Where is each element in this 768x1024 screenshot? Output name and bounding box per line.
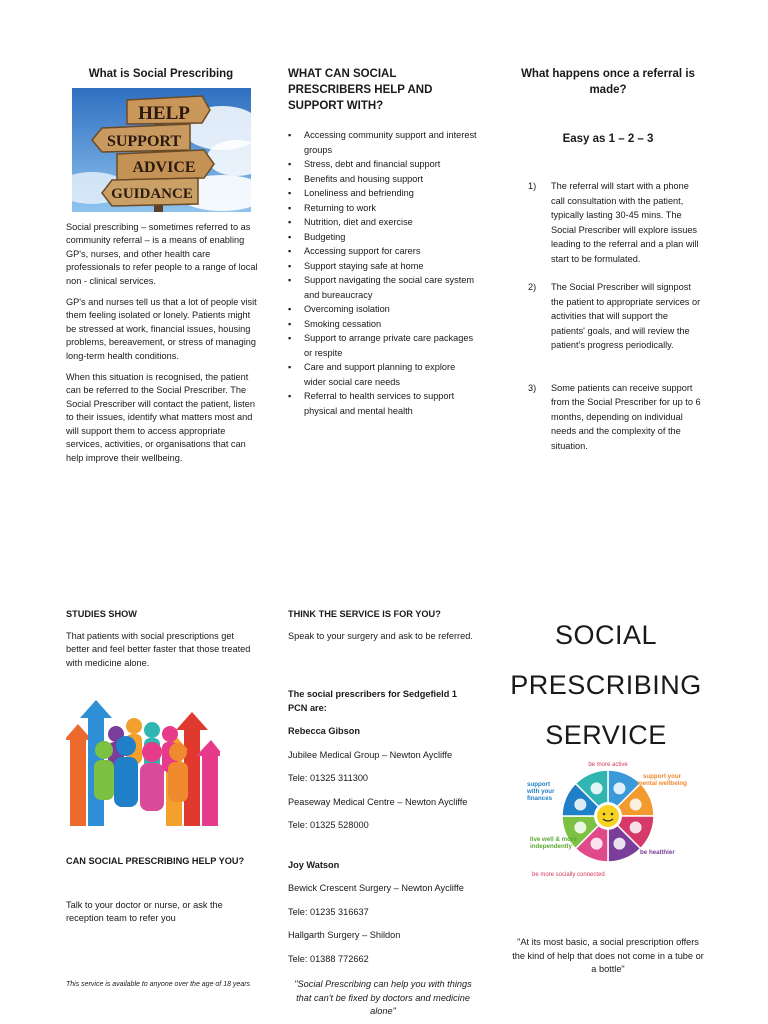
title-line: SOCIAL (554, 620, 658, 650)
surgery-name: Bewick Crescent Surgery – Newton Aycliffe (288, 883, 464, 893)
wheel-label-top: be more active (588, 762, 628, 768)
step-number: 3) (528, 382, 537, 393)
think-intro: Speak to your surgery and ask to be referred. (288, 631, 473, 641)
support-list (288, 128, 478, 418)
step-number: 2) (528, 282, 537, 292)
list-item: ▪ Care and support planning to explore wider social care needs (288, 360, 478, 389)
referral-steps (528, 179, 704, 453)
list-item: ▪ Overcoming isolation (288, 302, 478, 317)
phone-number: Tele: 01235 316637 (288, 906, 369, 917)
easy-as-123: Easy as 1 – 2 – 3 (562, 133, 654, 145)
wheel-label-healthier: be healthier (640, 849, 675, 856)
step-text: The referral will start with a phone call consultation with the patient, typically lasting 30-45 mins. The Social Prescriber will explore issues leading to the referral and a plan will start to be formulated. (551, 181, 699, 264)
step-item (528, 381, 704, 454)
wheel-label-mental: support your mental wellbeing (637, 773, 687, 787)
title-line: SERVICE (545, 720, 667, 750)
list-item: ▪ Accessing community support and interest groups (288, 128, 478, 157)
can-help-heading: CAN SOCIAL PRESCRIBING HELP YOU? (66, 856, 245, 866)
wheel-label-finances: support with your finances (527, 781, 555, 802)
prescriber-name: Rebecca Gibson (288, 726, 360, 736)
list-item: ▪ Smoking cessation (288, 317, 478, 332)
studies-text: That patients with social prescriptions get better and feel better faster that those treated with medicine alone. (66, 631, 251, 668)
list-item: ▪ Returning to work (288, 201, 478, 216)
sign-advice: ADVICE (132, 159, 196, 176)
people-arrows-image (66, 700, 220, 826)
wheel-slice-icon (630, 799, 642, 811)
list-item: ▪ Support navigating the social care system and bureaucracy (288, 273, 478, 302)
list-item: ▪ Stress, debt and financial support (288, 157, 478, 172)
prescribers-heading: The social prescribers for Sedgefield 1 PCN are: (288, 689, 458, 713)
what-is-body (66, 221, 259, 473)
surgery-name: Peaseway Medical Centre – Newton Aycliffe (288, 796, 468, 807)
wheel-slice-icon (613, 838, 625, 850)
prescriber-name: Joy Watson (288, 859, 340, 870)
wheel-slice-icon (574, 821, 586, 833)
prescribers-contacts (288, 688, 478, 976)
list-item: ▪ Nutrition, diet and exercise (288, 215, 478, 230)
list-item: ▪ Loneliness and befriending (288, 186, 478, 201)
studies-heading: STUDIES SHOW (66, 609, 137, 619)
title-line: PRESCRIBING (510, 670, 702, 700)
list-item: ▪ Referral to health services to support physical and mental health (288, 389, 478, 418)
surgery-name: Jubilee Medical Group – Newton Aycliffe (288, 749, 453, 760)
step-number: 1) (528, 181, 537, 191)
step-item (528, 280, 704, 353)
step-text: The Social Prescriber will signpost the patient to appropriate services or activities that will support the patients' goals, and will review the patient's progress periodically. (551, 282, 701, 350)
list-item: ▪ Support staying safe at home (288, 259, 478, 274)
service-title (508, 610, 704, 760)
age-footnote: This service is available to anyone over the age of 18 years (66, 981, 251, 988)
help-support-heading: WHAT CAN SOCIAL PRESCRIBERS HELP AND SUPPORT WITH? (288, 68, 433, 112)
fix-quote: "Social Prescribing can help you with things that can't be fixed by doctors and medicine alone" (294, 979, 472, 1016)
signpost-image (72, 88, 251, 212)
phone-number: Tele: 01325 528000 (288, 820, 369, 830)
sign-help: HELP (138, 103, 190, 124)
wheel-label-bottom: be more socially connected (532, 872, 605, 878)
tube-bottle-quote: "At its most basic, a social prescription offers the kind of help that does not come in a tube or a bottle" (512, 937, 704, 974)
step-item (528, 179, 704, 266)
list-item: ▪ Budgeting (288, 230, 478, 245)
can-help-text: Talk to your doctor or nurse, or ask the reception team to refer you (66, 900, 223, 924)
phone-number: Tele: 01325 311300 (288, 773, 369, 783)
people-group (94, 718, 188, 811)
sign-support: SUPPORT (106, 133, 182, 150)
sign-guidance: GUIDANCE (111, 186, 193, 202)
surgery-name: Hallgarth Surgery – Shildon (288, 930, 401, 940)
wheel-slice-icon (591, 782, 603, 794)
what-is-para-3: When this situation is recognised, the patient can be referred to the Social Prescriber. The Social Prescriber will contact the patient, listen to their issues, identify what matters most and will support them to access appropriate services, activities, or organisations that can help improve their wellbeing. (66, 372, 255, 463)
list-item: ▪ Benefits and housing support (288, 172, 478, 187)
what-is-para-1: Social prescribing – sometimes referred to as community referral – is a means of enabling GP's, nurses, and other health care professionals to refer people to a range of local non - clinical services. (66, 222, 258, 286)
what-is-para-2: GP's and nurses tell us that a lot of people visit them feeling isolated or lonely. Patients might be stressed at work, financial issues, housing problems, bereavement, or stress of managing long-term health conditions. (66, 297, 257, 361)
list-item: ▪ Support to arrange private care packages or respite (288, 331, 478, 360)
wheel-slice-icon (574, 799, 586, 811)
wheel-label-independent: live well & more independently (530, 836, 577, 850)
step-text: Some patients can receive support from the Social Prescriber for up to 6 months, depending on individual needs and the complexity of the situation. (551, 382, 701, 451)
list-item: ▪ Accessing support for carers (288, 244, 478, 259)
referral-heading: What happens once a referral is made? (521, 68, 695, 96)
wheel-slice-icon (630, 821, 642, 833)
what-is-heading: What is Social Prescribing (88, 68, 234, 80)
think-heading: THINK THE SERVICE IS FOR YOU? (288, 609, 441, 619)
wheel-slice-icon (591, 838, 603, 850)
phone-number: Tele: 01388 772662 (288, 953, 369, 964)
wheel-slice-icon (613, 782, 625, 794)
